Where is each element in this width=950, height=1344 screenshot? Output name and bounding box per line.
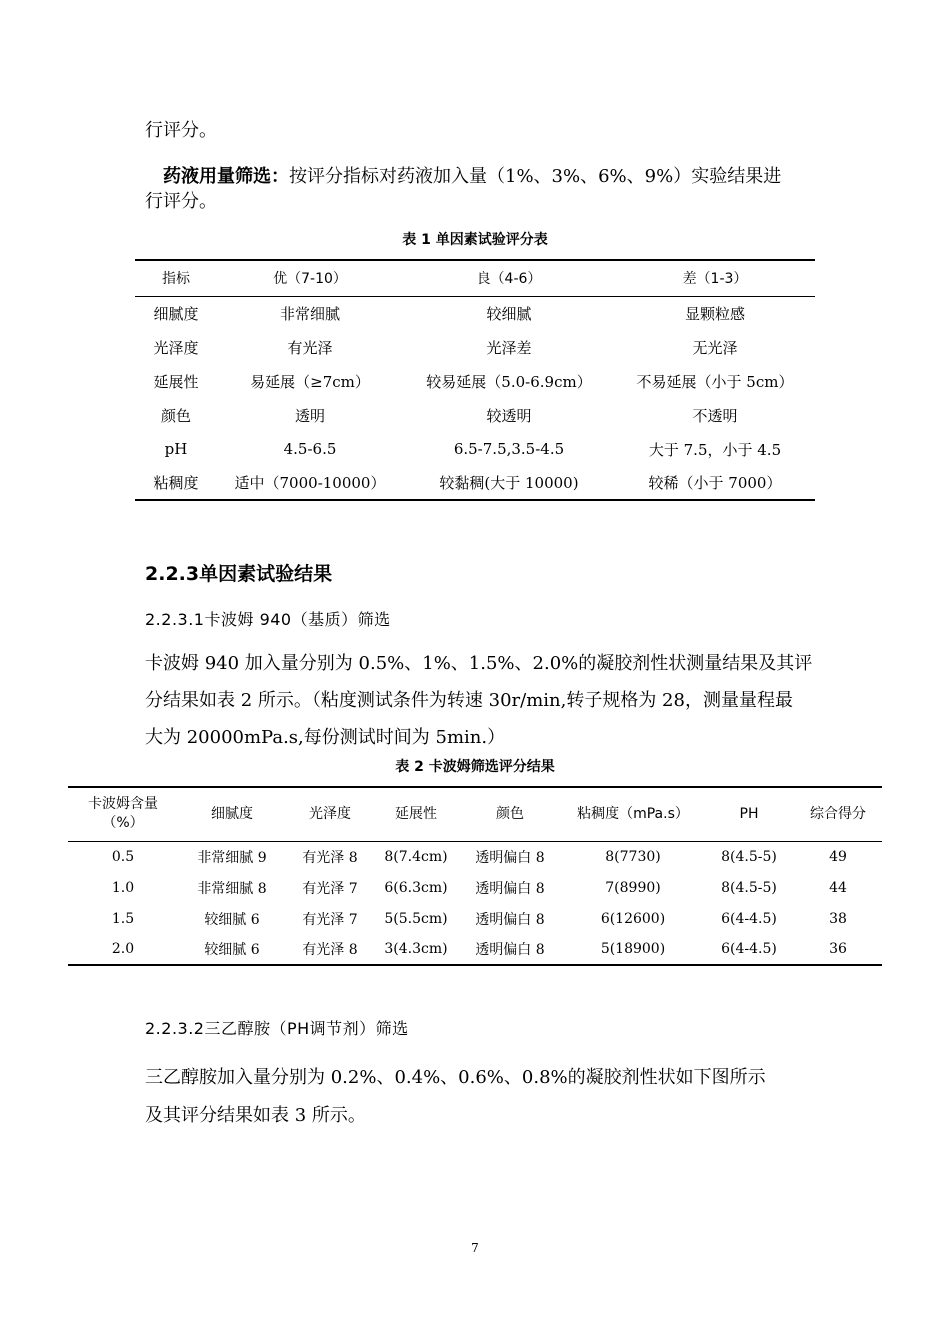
table1-cell: pH — [164, 440, 188, 458]
table2-cell: 8(4.5-5) — [721, 848, 777, 865]
table1-cell: 较细腻 — [486, 304, 532, 323]
table2-row — [68, 872, 882, 903]
table1-cell: 适中（7000-10000） — [234, 474, 386, 492]
table1-cell: 较稀（小于 7000） — [648, 474, 782, 492]
table1-header: 差（1-3） — [682, 271, 748, 288]
table2-cell: 非常细腻 9 — [197, 849, 267, 866]
table1-cell: 大于 7.5，小于 4.5 — [648, 440, 782, 459]
subsection-heading: 2.2.3.1卡波姆 940（基质）筛选 — [145, 610, 391, 629]
table2-cell: 非常细腻 8 — [197, 880, 267, 897]
table1-cell: 光泽差 — [486, 338, 532, 357]
table1-cell: 较易延展（5.0-6.9cm） — [426, 372, 592, 391]
table1-row — [135, 432, 815, 466]
table2-cell: 较细腻 6 — [204, 942, 260, 958]
table2-cell: 0.5 — [111, 848, 135, 865]
table2-cell: 透明偏白 8 — [475, 880, 545, 897]
intro-line: 行评分。 — [145, 120, 217, 141]
table2-caption: 表 2 卡波姆筛选评分结果 — [395, 759, 555, 775]
table2-cell: 6(6.3cm) — [384, 879, 448, 896]
paragraph-line: 卡波姆 940 加入量分别为 0.5%、1%、1.5%、2.0%的凝胶剂性状测量结果及其评 — [145, 653, 813, 674]
table1-row — [135, 398, 815, 432]
table1-cell: 延展性 — [153, 372, 199, 391]
table2-cell: 有光泽 8 — [302, 849, 358, 866]
table2-cell: 5(5.5cm) — [384, 910, 448, 927]
section-heading: 2.2.3单因素试验结果 — [145, 563, 333, 585]
lead-continuation: 行评分。 — [145, 191, 217, 212]
table2-cell: 49 — [829, 848, 847, 865]
table2 — [68, 786, 882, 966]
table2-row — [68, 903, 882, 934]
table2-cell: 透明偏白 8 — [475, 942, 545, 958]
table2-row — [68, 841, 882, 872]
table1-header: 指标 — [162, 271, 190, 288]
table2-header: 粘稠度（mPa.s） — [577, 805, 689, 822]
table2-header — [68, 787, 178, 841]
table2-cell: 透明偏白 8 — [475, 911, 545, 928]
table2-cell: 2.0 — [111, 941, 135, 957]
table1-row — [135, 296, 815, 330]
table2-cell: 36 — [829, 941, 847, 957]
table1-cell: 透明 — [294, 406, 325, 425]
table2-header-text: 卡波姆含量（%） — [88, 796, 158, 832]
table1-header: 优（7-10） — [273, 271, 347, 288]
paragraph-line: 三乙醇胺加入量分别为 0.2%、0.4%、0.6%、0.8%的凝胶剂性状如下图所示 — [145, 1067, 766, 1088]
table2-header: 光泽度 — [309, 805, 351, 822]
table2-cell: 6(4-4.5) — [721, 910, 777, 927]
lead-bold-label: 药液用量筛选： — [163, 166, 289, 187]
lead-paragraph — [163, 162, 781, 192]
paragraph-line: 分结果如表 2 所示。（粘度测试条件为转速 30r/min,转子规格为 28，测量量程最 — [145, 690, 793, 711]
table2-cell: 44 — [829, 879, 847, 896]
table2-cell: 1.5 — [111, 910, 135, 927]
table1-cell: 光泽度 — [153, 338, 199, 357]
table2-cell: 有光泽 7 — [302, 880, 358, 897]
table1-cell: 易延展（≥7cm） — [250, 372, 370, 391]
table2-header: 延展性 — [395, 805, 437, 822]
table1-cell: 6.5-7.5,3.5-4.5 — [453, 440, 565, 458]
table2-cell: 6(4-4.5) — [721, 941, 777, 957]
table1-header-row — [135, 260, 815, 296]
table2-cell: 透明偏白 8 — [475, 849, 545, 866]
table1-header: 良（4-6） — [476, 271, 542, 288]
paragraph-carbomer — [145, 645, 825, 756]
table1-cell: 非常细腻 — [279, 304, 340, 323]
table2-cell: 7(8990) — [605, 879, 661, 896]
table2-header: PH — [739, 805, 759, 822]
table2-cell: 有光泽 8 — [302, 942, 358, 958]
subsection-heading-2: 2.2.3.2三乙醇胺（PH调节剂）筛选 — [145, 1019, 409, 1038]
table1-row — [135, 330, 815, 364]
table1-cell: 显颗粒感 — [684, 304, 745, 323]
table2-cell: 38 — [829, 910, 847, 927]
paragraph-line: 及其评分结果如表 3 所示。 — [145, 1105, 366, 1126]
table1-cell: 颜色 — [160, 406, 191, 425]
table1 — [135, 259, 815, 501]
table2-row — [68, 934, 882, 965]
paragraph-line: 大为 20000mPa.s,每份测试时间为 5min.） — [145, 727, 506, 748]
table2-header: 细腻度 — [211, 805, 253, 822]
table1-row — [135, 466, 815, 500]
table1-cell: 粘稠度 — [153, 474, 199, 492]
table1-row — [135, 364, 815, 398]
table1-caption: 表 1 单因素试验评分表 — [402, 232, 548, 248]
paragraph-triethanolamine — [145, 1059, 825, 1135]
page-number: 7 — [471, 1241, 479, 1255]
table1-cell: 不透明 — [692, 406, 738, 425]
lead-text: 按评分指标对药液加入量（1%、3%、6%、9%）实验结果进 — [289, 166, 782, 187]
table2-header: 颜色 — [496, 805, 524, 822]
table2-cell: 8(4.5-5) — [721, 879, 777, 896]
table2-cell: 5(18900) — [600, 941, 666, 957]
table1-cell: 有光泽 — [287, 338, 333, 357]
table1-cell: 无光泽 — [692, 338, 738, 357]
table2-header: 综合得分 — [810, 805, 866, 822]
table2-cell: 8(7.4cm) — [384, 848, 448, 865]
table2-cell: 有光泽 7 — [302, 911, 358, 928]
table1-cell: 较透明 — [486, 406, 532, 425]
table1-cell: 4.5-6.5 — [283, 440, 337, 458]
table2-cell: 较细腻 6 — [204, 911, 260, 928]
table2-cell: 6(12600) — [600, 910, 666, 927]
table1-cell: 不易延展（小于 5cm） — [636, 372, 794, 391]
table2-cell: 1.0 — [111, 879, 135, 896]
table1-cell: 细腻度 — [153, 304, 199, 323]
table1-cell: 较黏稠(大于 10000) — [439, 474, 579, 492]
table2-cell: 3(4.3cm) — [384, 941, 448, 957]
table2-header-row — [68, 787, 882, 841]
table2-cell: 8(7730) — [605, 848, 661, 865]
